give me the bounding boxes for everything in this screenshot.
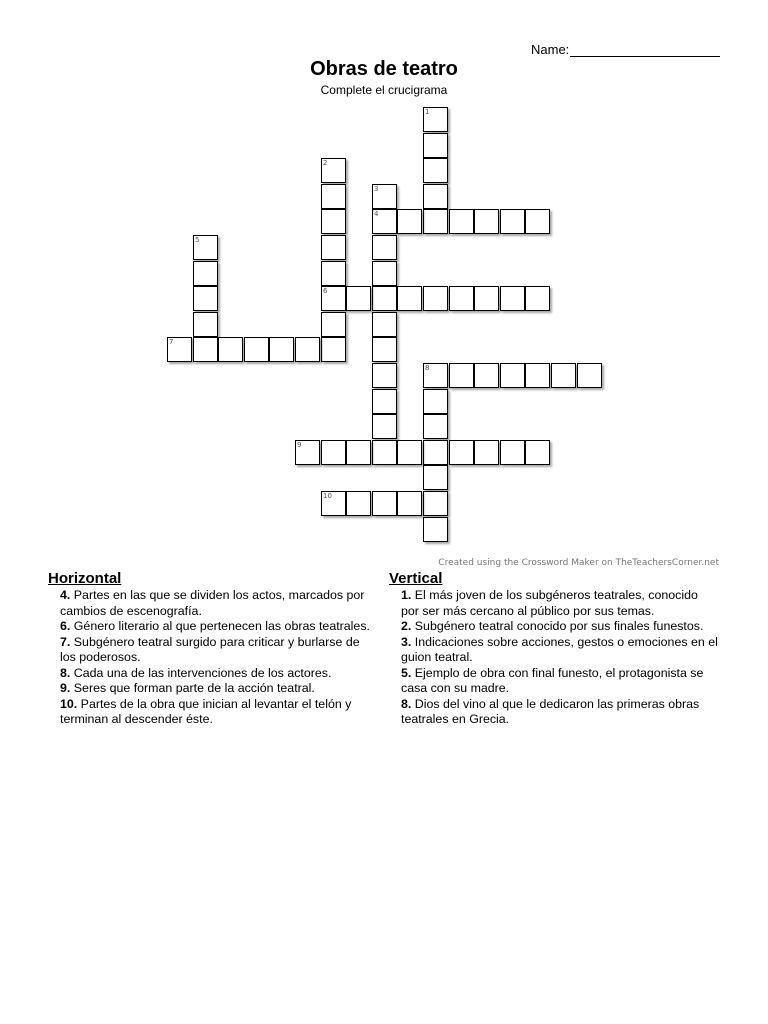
clue-text: Ejemplo de obra con final funesto, el protagonista se casa con su madre.: [401, 665, 704, 695]
grid-cell[interactable]: [321, 440, 346, 465]
grid-cell[interactable]: [295, 440, 320, 465]
grid-cell[interactable]: [372, 312, 397, 337]
grid-cell[interactable]: [372, 235, 397, 260]
clue-text: Dios del vino al que le dedicaron las primeras obras teatrales en Grecia.: [401, 696, 700, 726]
down-heading: Vertical: [389, 570, 443, 587]
grid-cell[interactable]: [372, 389, 397, 414]
clue-number: 6.: [60, 619, 71, 633]
cell-number: 7: [169, 338, 174, 346]
name-label: Name:: [531, 42, 570, 57]
grid-cell[interactable]: [218, 337, 243, 362]
clue-number: 4.: [60, 588, 71, 602]
grid-cell[interactable]: [372, 414, 397, 439]
grid-cell[interactable]: [449, 286, 474, 311]
clue-number: 8.: [60, 665, 71, 680]
grid-cell[interactable]: [423, 491, 448, 516]
clue-across-5: [48, 697, 378, 728]
grid-cell[interactable]: [193, 337, 218, 362]
clue-text: Partes de la obra que inician al levantar el telón y terminan al descender éste.: [60, 696, 352, 726]
cell-number: 4: [374, 210, 379, 218]
grid-cell[interactable]: [321, 235, 346, 260]
clue-down-4: [389, 697, 719, 728]
grid-cell[interactable]: [500, 440, 525, 465]
clue-text: Cada una de las intervenciones de los actores.: [70, 665, 332, 680]
grid-cell[interactable]: [372, 440, 397, 465]
clue-text: Subgénero teatral surgido para criticar y burlarse de los poderosos.: [60, 634, 360, 664]
grid-cell[interactable]: [372, 184, 397, 209]
grid-cell[interactable]: [295, 337, 320, 362]
grid-cell[interactable]: [397, 286, 422, 311]
grid-cell[interactable]: [423, 158, 448, 183]
cell-number: 10: [323, 492, 332, 500]
clue-number: 3.: [401, 634, 412, 649]
grid-cell[interactable]: [372, 209, 397, 234]
grid-cell[interactable]: [397, 209, 422, 234]
page-subtitle: Complete el crucigrama: [320, 83, 448, 97]
clue-number: 10.: [60, 696, 78, 711]
clue-across-0: [48, 588, 378, 619]
clue-down-1: [389, 619, 719, 635]
grid-cell[interactable]: [577, 363, 602, 388]
clue-number: 8.: [401, 696, 412, 711]
grid-cell[interactable]: [423, 517, 448, 542]
grid-cell[interactable]: [423, 133, 448, 158]
clue-text: Género literario al que pertenecen las obras teatrales.: [70, 619, 370, 633]
grid-cell[interactable]: [346, 491, 371, 516]
grid-cell[interactable]: [321, 209, 346, 234]
grid-cell[interactable]: [474, 363, 499, 388]
grid-cell[interactable]: [372, 261, 397, 286]
grid-cell[interactable]: [423, 107, 448, 132]
grid-cell[interactable]: [321, 312, 346, 337]
grid-cell[interactable]: [269, 337, 294, 362]
grid-cell[interactable]: [372, 337, 397, 362]
down-clues: [389, 570, 719, 728]
clue-text: Indicaciones sobre acciones, gestos o emociones en el guion teatral.: [401, 634, 718, 664]
grid-cell[interactable]: [321, 286, 346, 311]
clue-across-2: [48, 635, 378, 666]
grid-cell[interactable]: [397, 491, 422, 516]
grid-cell[interactable]: [474, 209, 499, 234]
grid-cell[interactable]: [346, 286, 371, 311]
grid-cell[interactable]: [525, 209, 550, 234]
cell-number: 3: [374, 185, 379, 193]
clue-text: El más joven de los subgéneros teatrales, conocido por ser más cercano al público por sus temas.: [401, 588, 698, 618]
across-clues: [48, 570, 378, 728]
grid-cell[interactable]: [449, 209, 474, 234]
clue-down-3: [389, 666, 719, 697]
cell-number: 6: [323, 287, 328, 295]
grid-cell[interactable]: [525, 286, 550, 311]
grid-cell[interactable]: [193, 261, 218, 286]
grid-cell[interactable]: [244, 337, 269, 362]
clue-number: 2.: [401, 619, 412, 633]
grid-cell[interactable]: [449, 440, 474, 465]
cell-number: 1: [425, 108, 430, 116]
grid-cell[interactable]: [167, 337, 192, 362]
grid-cell[interactable]: [423, 440, 448, 465]
cell-number: 8: [425, 364, 430, 372]
grid-cell[interactable]: [346, 440, 371, 465]
grid-cell[interactable]: [321, 184, 346, 209]
grid-cell[interactable]: [321, 491, 346, 516]
clue-number: 7.: [60, 634, 71, 649]
grid-cell[interactable]: [525, 363, 550, 388]
grid-cell[interactable]: [551, 363, 576, 388]
grid-cell[interactable]: [423, 414, 448, 439]
grid-cell[interactable]: [193, 235, 218, 260]
grid-cell[interactable]: [500, 286, 525, 311]
grid-cell[interactable]: [474, 440, 499, 465]
grid-cell[interactable]: [449, 363, 474, 388]
cell-number: 9: [297, 441, 302, 449]
grid-cell[interactable]: [321, 261, 346, 286]
grid-cell[interactable]: [474, 286, 499, 311]
clue-number: 9.: [60, 681, 71, 695]
page-title: Obras de teatro: [310, 58, 458, 80]
grid-cell[interactable]: [423, 363, 448, 388]
grid-cell[interactable]: [423, 389, 448, 414]
grid-cell[interactable]: [525, 440, 550, 465]
grid-cell[interactable]: [423, 209, 448, 234]
cell-number: 2: [323, 159, 328, 167]
grid-cell[interactable]: [372, 491, 397, 516]
grid-cell[interactable]: [423, 184, 448, 209]
grid-cell[interactable]: [372, 286, 397, 311]
grid-cell[interactable]: [500, 363, 525, 388]
clue-across-1: [48, 619, 378, 635]
clue-text: Seres que forman parte de la acción teatral.: [70, 681, 315, 695]
credit-text: Created using the Crossword Maker on TheTeachersCorner.net: [438, 558, 719, 568]
cell-number: 5: [195, 236, 200, 244]
clue-number: 5.: [401, 665, 412, 680]
grid-cell[interactable]: [321, 337, 346, 362]
clue-down-0: [389, 588, 719, 619]
clue-text: Subgénero teatral conocido por sus finales funestos.: [411, 619, 704, 633]
clue-text: Partes en las que se dividen los actos, marcados por cambios de escenografía.: [60, 588, 365, 618]
grid-cell[interactable]: [423, 286, 448, 311]
grid-cell[interactable]: [397, 440, 422, 465]
clue-across-3: [48, 666, 378, 682]
grid-cell[interactable]: [372, 363, 397, 388]
across-heading: Horizontal: [48, 570, 122, 587]
grid-cell[interactable]: [193, 286, 218, 311]
grid-cell[interactable]: [321, 158, 346, 183]
clue-across-4: [48, 681, 378, 697]
grid-cell[interactable]: [423, 465, 448, 490]
grid-cell[interactable]: [193, 312, 218, 337]
grid-cell[interactable]: [500, 209, 525, 234]
clue-number: 1.: [401, 588, 412, 602]
clue-down-2: [389, 635, 719, 666]
